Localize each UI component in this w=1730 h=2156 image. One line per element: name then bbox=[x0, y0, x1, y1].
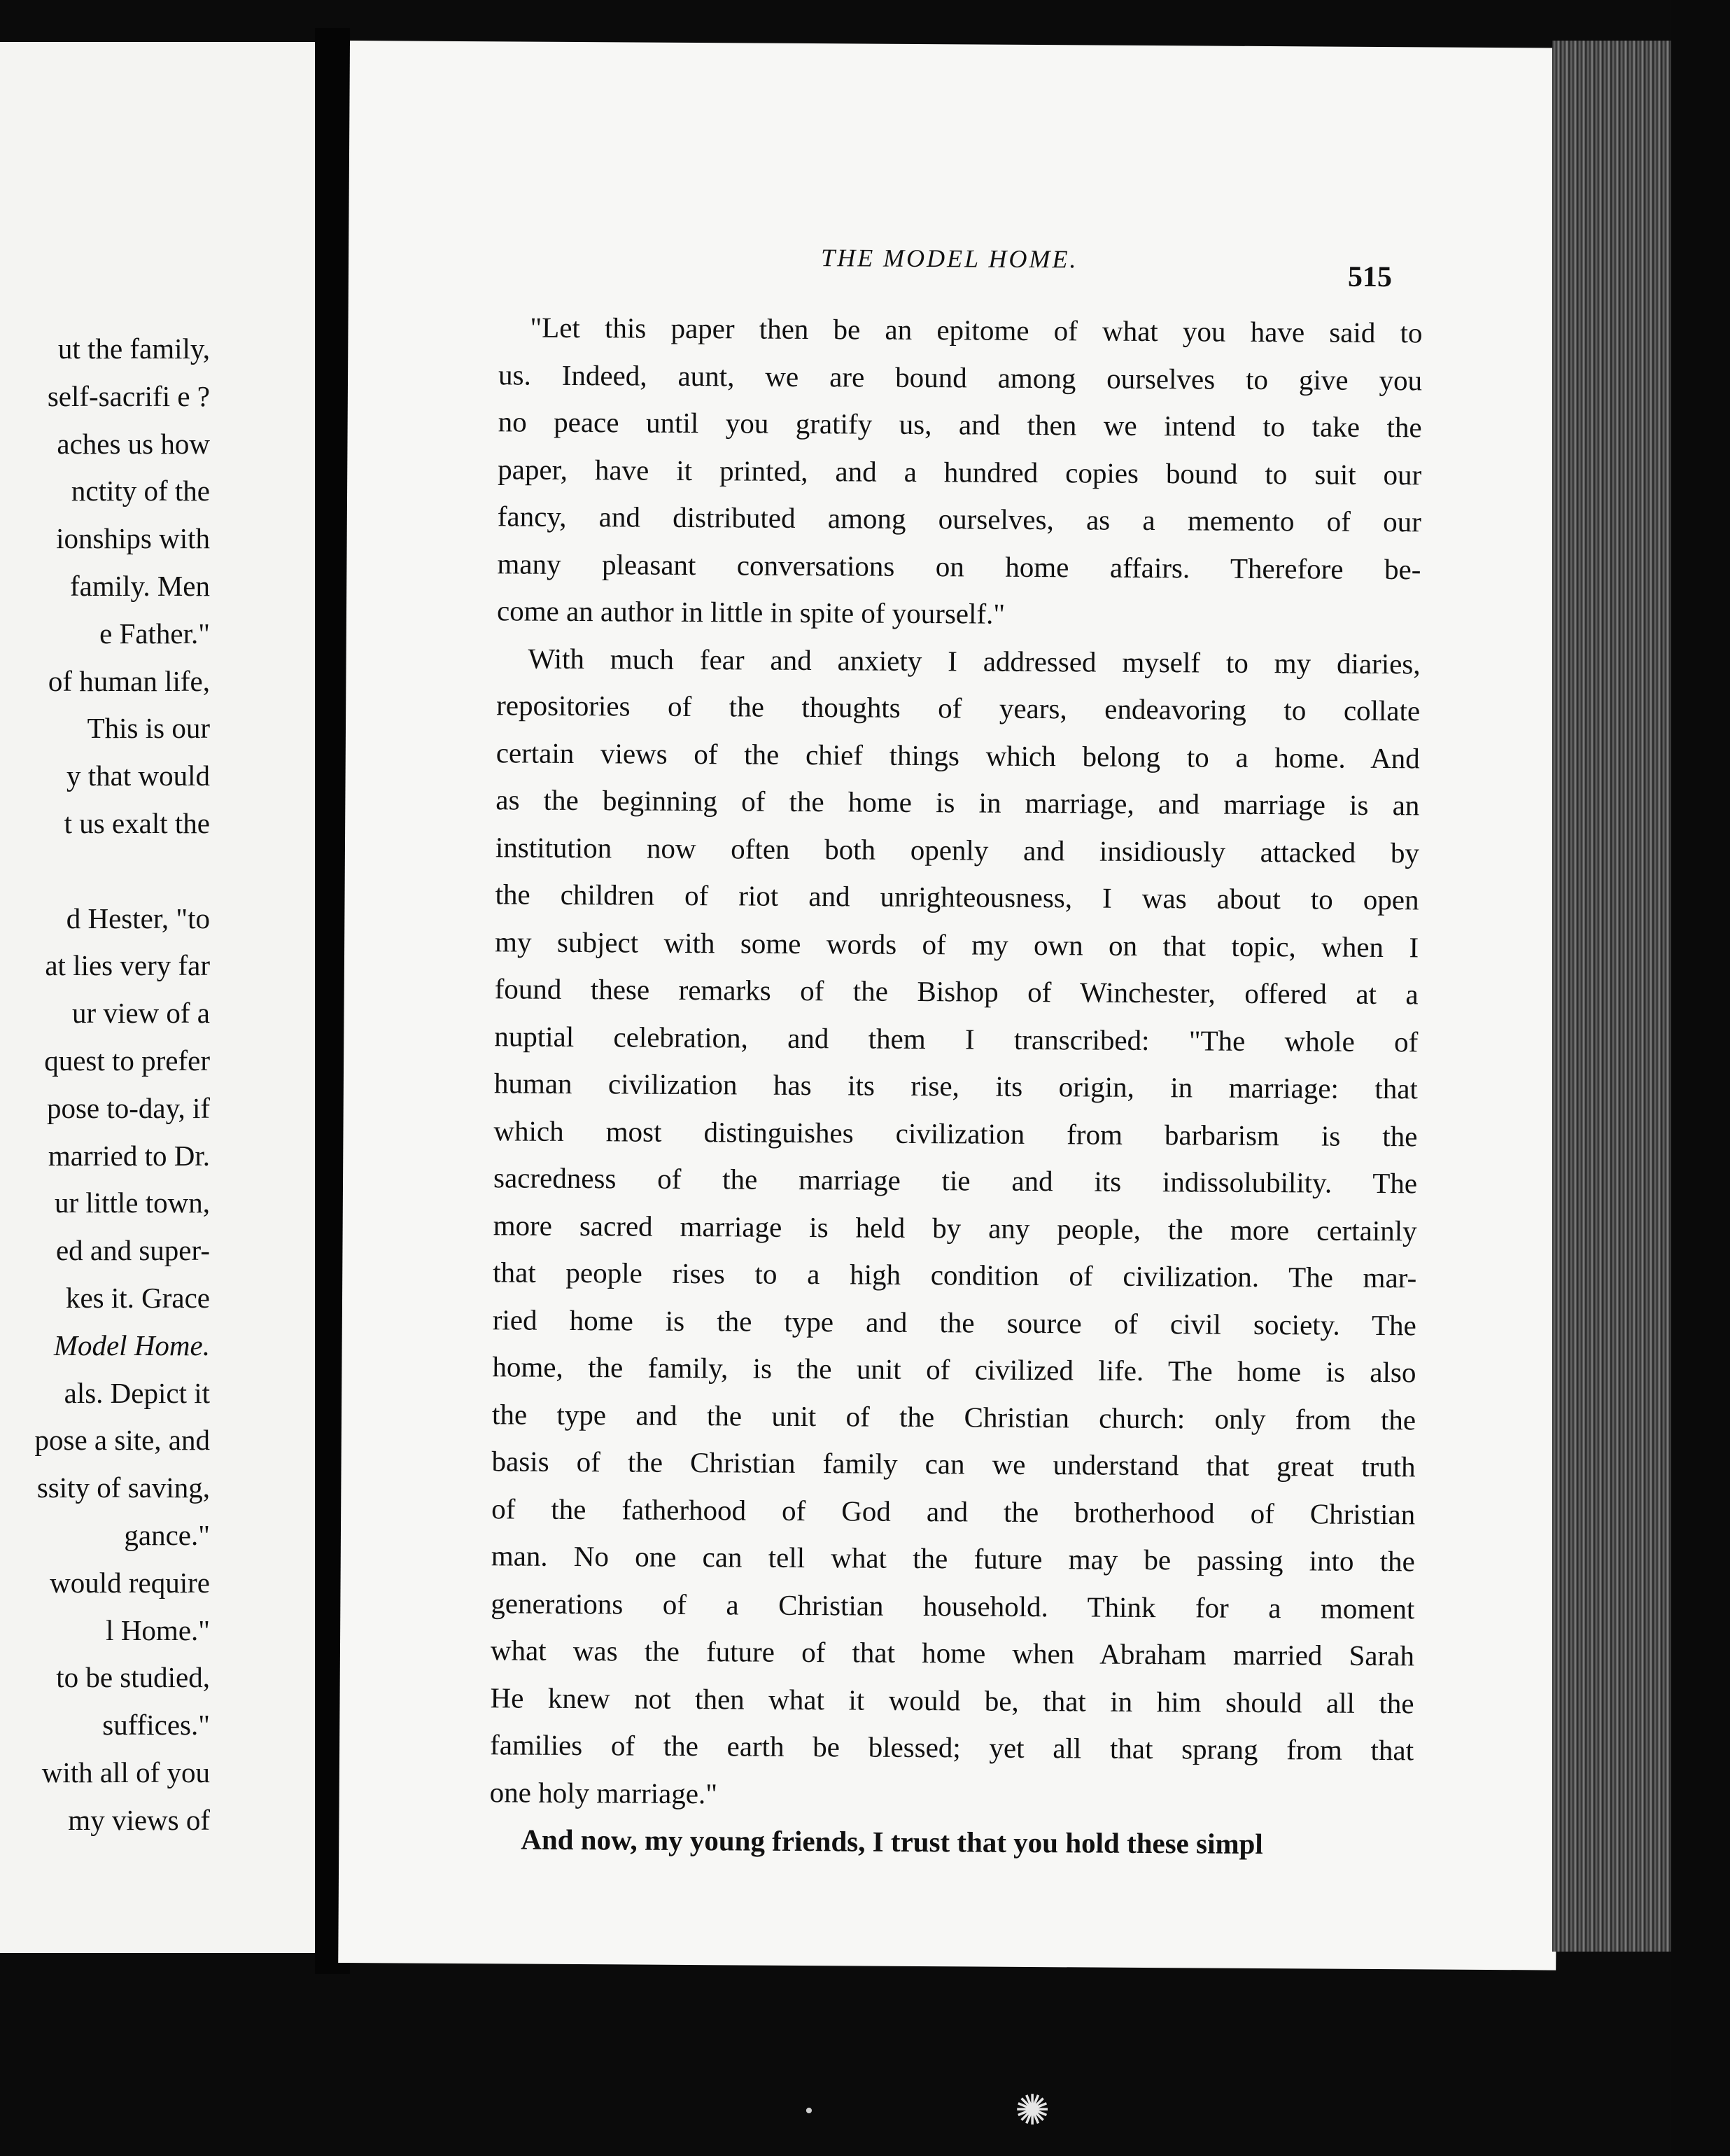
text-line: my subject with some words of my own on that topic, when I bbox=[495, 925, 1419, 963]
book-fore-edge bbox=[1552, 41, 1671, 1952]
text-line: as the beginning of the home is in marriage, and marriage is an bbox=[495, 783, 1420, 822]
left-line: Model Home. bbox=[53, 1329, 210, 1362]
text-line: one holy marriage." bbox=[489, 1775, 718, 1809]
text-line: fancy, and distributed among ourselves, as a memento of our bbox=[497, 500, 1421, 538]
left-line: ur little town, bbox=[54, 1186, 210, 1219]
text-line: home, the family, is the unit of civilized life. The home is also bbox=[492, 1350, 1416, 1389]
text-line: paper, have it printed, and a hundred copies bound to suit our bbox=[498, 452, 1422, 491]
text-line: more sacred marriage is held by any people, the more certainly bbox=[493, 1208, 1417, 1247]
text-line: come an author in little in spite of yourself." bbox=[496, 594, 1006, 630]
scan-speck: ✺ bbox=[1015, 2087, 1050, 2134]
running-head: THE MODEL HOME. bbox=[820, 244, 1078, 274]
left-line: ur view of a bbox=[72, 997, 210, 1030]
left-line: ionships with bbox=[56, 522, 210, 555]
left-line: nctity of the bbox=[71, 475, 210, 507]
left-line: to be studied, bbox=[56, 1661, 210, 1694]
text-line: institution now often both openly and insidiously attacked by bbox=[495, 830, 1420, 869]
left-line: ed and super- bbox=[55, 1234, 210, 1267]
text-line: that people rises to a high condition of civilization. The mar- bbox=[493, 1256, 1417, 1294]
text-line: certain views of the chief things which belong to a home. And bbox=[495, 736, 1420, 774]
text-line: sacredness of the marriage tie and its indissolubility. The bbox=[493, 1161, 1418, 1200]
left-line bbox=[0, 848, 210, 895]
left-line: family. Men bbox=[69, 569, 210, 602]
body-text bbox=[489, 304, 1423, 1869]
left-line: with all of you bbox=[41, 1756, 210, 1788]
left-line: quest to prefer bbox=[44, 1044, 210, 1077]
left-line: e Father." bbox=[99, 617, 210, 650]
left-page-text bbox=[0, 326, 210, 1844]
text-line: of the fatherhood of God and the brotherhood of Christian bbox=[491, 1492, 1416, 1530]
left-line: t us exalt the bbox=[64, 806, 210, 839]
left-line: gance." bbox=[124, 1518, 210, 1551]
text-line: us. Indeed, aunt, we are bound among ourselves to give you bbox=[498, 358, 1423, 396]
text-line: nuptial celebration, and them I transcribed: "The whole of bbox=[494, 1019, 1419, 1058]
left-line: ssity of saving, bbox=[36, 1471, 210, 1504]
left-line: at lies very far bbox=[45, 949, 210, 982]
left-line: self-sacrifi e ? bbox=[47, 379, 210, 412]
scan-speck: • bbox=[805, 2098, 813, 2124]
right-page bbox=[338, 41, 1568, 1970]
left-line: pose to-day, if bbox=[46, 1091, 210, 1124]
left-line: married to Dr. bbox=[48, 1139, 210, 1172]
text-line: man. No one can tell what the future may be passing into the bbox=[491, 1539, 1415, 1578]
text-line: And now, my young friends, I trust that you hold these simpl bbox=[521, 1823, 1263, 1861]
left-line: pose a site, and bbox=[34, 1424, 210, 1457]
left-line: would require bbox=[50, 1566, 210, 1599]
text-line: what was the future of that home when Abraham married Sarah bbox=[490, 1634, 1415, 1672]
text-line: ried home is the type and the source of civil society. The bbox=[492, 1303, 1416, 1341]
left-page bbox=[0, 42, 315, 1953]
text-line: the children of riot and unrighteousness, I was about to open bbox=[495, 878, 1419, 916]
text-line: repositories of the thoughts of years, endeavoring to collate bbox=[496, 689, 1421, 727]
left-line: my views of bbox=[68, 1803, 210, 1836]
text-line: the type and the unit of the Christian church: only from the bbox=[491, 1397, 1416, 1436]
text-line: generations of a Christian household. Think for a moment bbox=[491, 1586, 1415, 1625]
left-line: y that would bbox=[66, 760, 210, 792]
left-line: of human life, bbox=[48, 664, 210, 697]
text-line: "Let this paper then be an epitome of what you have said to bbox=[530, 311, 1423, 349]
text-line: basis of the Christian family can we understand that great truth bbox=[491, 1445, 1416, 1483]
text-line: human civilization has its rise, its origin, in marriage: that bbox=[493, 1067, 1419, 1105]
text-line: He knew not then what it would be, that in him should all the bbox=[490, 1681, 1414, 1719]
left-line: suffices." bbox=[102, 1709, 210, 1742]
text-line: found these remarks of the Bishop of Winchester, offered at a bbox=[494, 972, 1419, 1011]
text-line: many pleasant conversations on home affairs. Therefore be- bbox=[497, 547, 1421, 585]
text-line: which most distinguishes civilization from barbarism is the bbox=[493, 1114, 1418, 1152]
left-line: kes it. Grace bbox=[65, 1281, 210, 1314]
text-line: families of the earth be blessed; yet all that sprang from that bbox=[489, 1728, 1414, 1767]
left-line: This is our bbox=[87, 712, 210, 745]
left-line: ut the family, bbox=[57, 332, 210, 365]
left-line: d Hester, "to bbox=[66, 902, 210, 934]
page-number: 515 bbox=[1347, 260, 1393, 294]
text-line: no peace until you gratify us, and then we intend to take the bbox=[498, 405, 1422, 444]
left-line: aches us how bbox=[57, 427, 210, 460]
text-line: With much fear and anxiety I addressed myself to my diaries, bbox=[528, 642, 1421, 680]
left-line: als. Depict it bbox=[64, 1376, 210, 1409]
left-line: l Home." bbox=[106, 1614, 210, 1646]
scan-background bbox=[1671, 0, 1730, 2156]
